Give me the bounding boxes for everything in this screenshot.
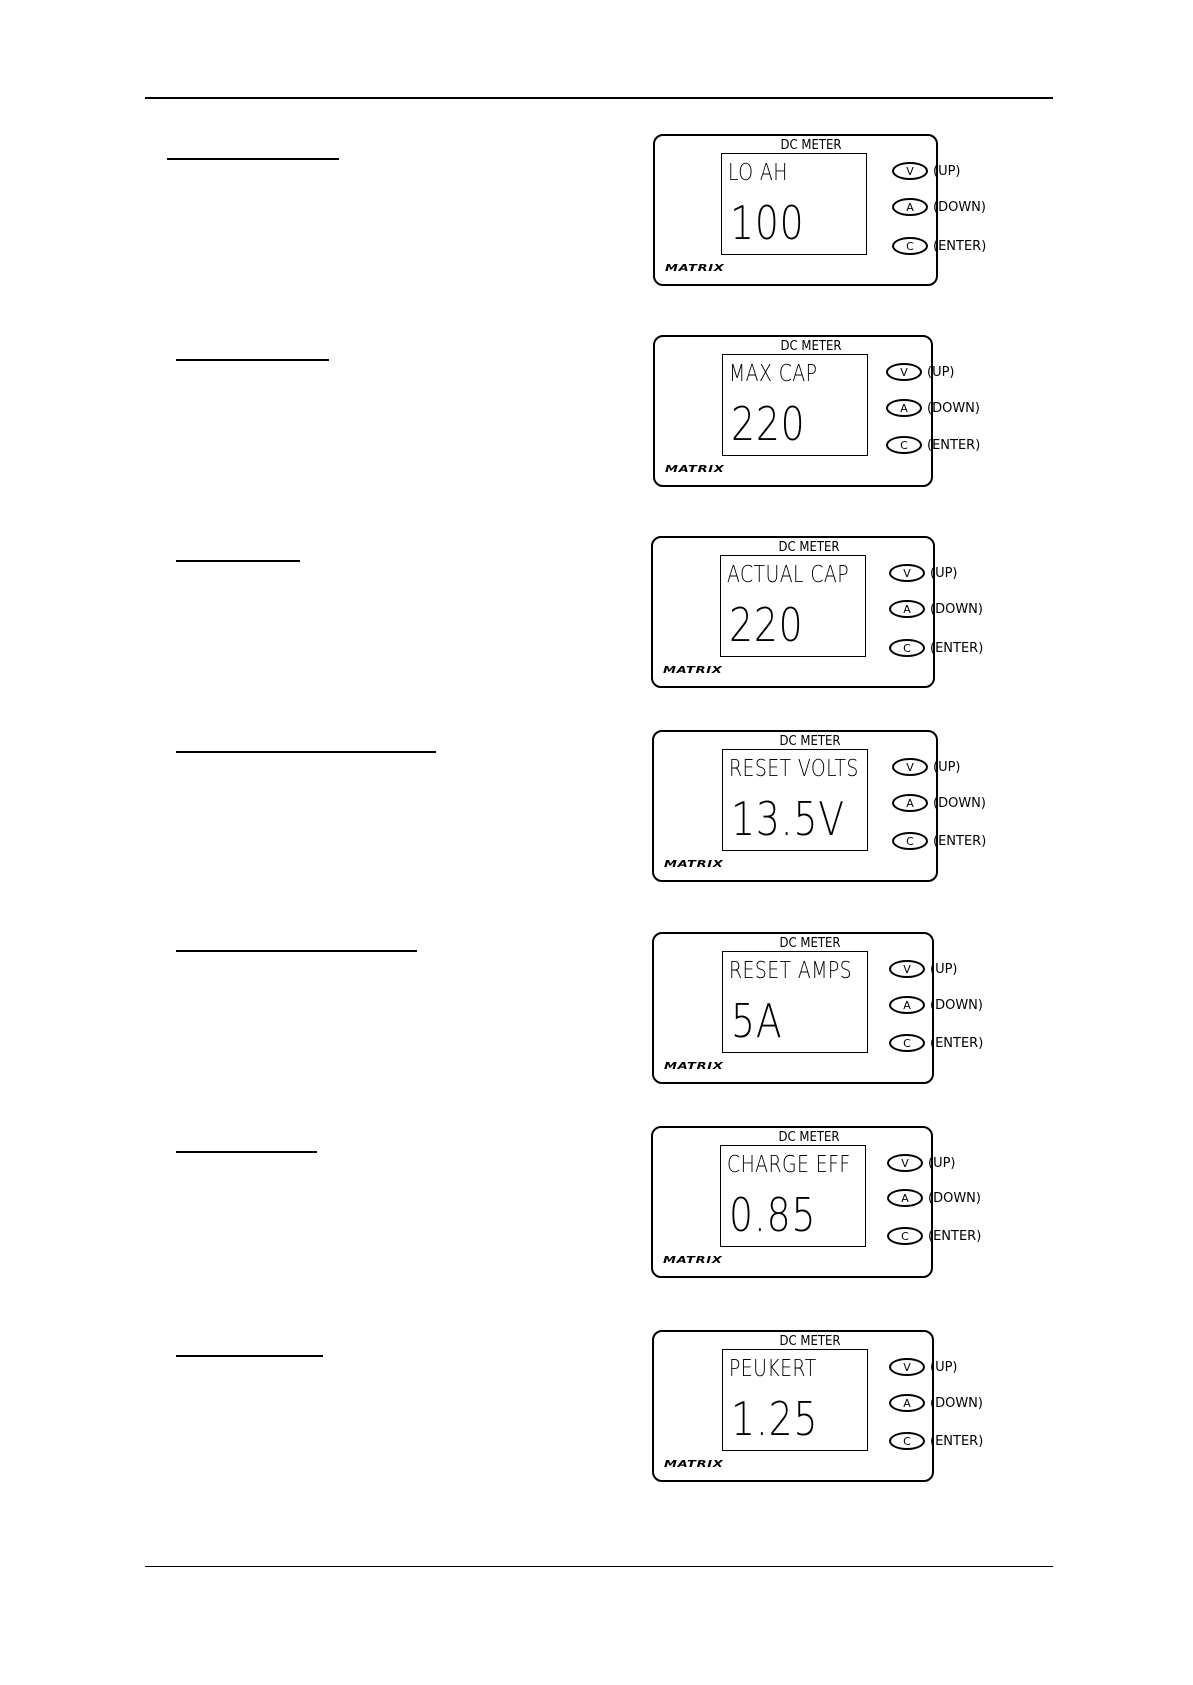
button-caption: (UP) bbox=[930, 565, 958, 581]
v-button[interactable]: V bbox=[889, 960, 925, 978]
c-button[interactable]: C bbox=[889, 1432, 925, 1450]
meter-title: DC METER bbox=[779, 1334, 841, 1349]
button-caption: (ENTER) bbox=[927, 437, 981, 453]
brand-logo: MATRIX bbox=[663, 1255, 723, 1266]
button-caption: (UP) bbox=[930, 1359, 958, 1375]
up-button-row bbox=[887, 1152, 956, 1174]
v-button[interactable]: V bbox=[892, 162, 928, 180]
a-button[interactable]: A bbox=[889, 1394, 925, 1412]
display-value: 13.5V bbox=[731, 792, 845, 846]
display-label: PEUKERT bbox=[729, 1356, 817, 1382]
up-button-row bbox=[889, 562, 958, 584]
meter-title: DC METER bbox=[779, 734, 841, 749]
v-button[interactable]: V bbox=[892, 758, 928, 776]
up-button-row bbox=[889, 958, 958, 980]
brand-logo: MATRIX bbox=[665, 464, 725, 475]
meter-display bbox=[722, 354, 868, 456]
v-button[interactable]: V bbox=[887, 1154, 923, 1172]
v-button[interactable]: V bbox=[886, 363, 922, 381]
button-caption: (DOWN) bbox=[927, 400, 980, 416]
button-caption: (ENTER) bbox=[933, 238, 987, 254]
button-caption: (ENTER) bbox=[930, 640, 984, 656]
down-button-row bbox=[892, 792, 986, 814]
meter-display bbox=[722, 749, 868, 851]
section-heading-underline bbox=[176, 751, 436, 753]
button-caption: (DOWN) bbox=[930, 601, 983, 617]
button-caption: (DOWN) bbox=[930, 1395, 983, 1411]
enter-button-row bbox=[889, 1032, 983, 1054]
header-rule bbox=[145, 97, 1053, 99]
meter-display bbox=[722, 951, 868, 1053]
section-heading-underline bbox=[176, 1151, 317, 1153]
display-label: ACTUAL CAP bbox=[727, 562, 850, 588]
c-button[interactable]: C bbox=[892, 237, 928, 255]
button-caption: (UP) bbox=[927, 364, 955, 380]
meter-title: DC METER bbox=[778, 540, 840, 555]
button-caption: (ENTER) bbox=[930, 1035, 984, 1051]
button-caption: (UP) bbox=[933, 759, 961, 775]
display-value: 100 bbox=[730, 196, 805, 250]
down-button-row bbox=[889, 1392, 983, 1414]
section-heading-underline bbox=[176, 359, 329, 361]
c-button[interactable]: C bbox=[892, 832, 928, 850]
meter-display bbox=[721, 153, 867, 255]
brand-logo: MATRIX bbox=[664, 1061, 724, 1072]
meter-title: DC METER bbox=[780, 138, 842, 153]
c-button[interactable]: C bbox=[889, 1034, 925, 1052]
a-button[interactable]: A bbox=[892, 198, 928, 216]
a-button[interactable]: A bbox=[889, 996, 925, 1014]
down-button-row bbox=[889, 994, 983, 1016]
display-value: 220 bbox=[729, 598, 804, 652]
enter-button-row bbox=[887, 1225, 981, 1247]
v-button[interactable]: V bbox=[889, 1358, 925, 1376]
c-button[interactable]: C bbox=[889, 639, 925, 657]
display-value: 0.85 bbox=[729, 1188, 817, 1242]
section-heading-underline bbox=[176, 560, 300, 562]
a-button[interactable]: A bbox=[886, 399, 922, 417]
brand-logo: MATRIX bbox=[664, 1459, 724, 1470]
display-label: LO AH bbox=[728, 160, 788, 186]
a-button[interactable]: A bbox=[892, 794, 928, 812]
enter-button-row bbox=[889, 637, 983, 659]
button-caption: (DOWN) bbox=[933, 199, 986, 215]
a-button[interactable]: A bbox=[887, 1189, 923, 1207]
display-label: CHARGE EFF bbox=[727, 1152, 851, 1178]
enter-button-row bbox=[889, 1430, 983, 1452]
display-value: 220 bbox=[731, 397, 806, 451]
button-caption: (ENTER) bbox=[933, 833, 987, 849]
section-heading-underline bbox=[176, 950, 417, 952]
down-button-row bbox=[889, 598, 983, 620]
meter-display bbox=[720, 1145, 866, 1247]
up-button-row bbox=[889, 1356, 958, 1378]
display-label: RESET VOLTS bbox=[729, 756, 859, 782]
v-button[interactable]: V bbox=[889, 564, 925, 582]
section-heading-underline bbox=[167, 158, 339, 160]
display-label: RESET AMPS bbox=[729, 958, 853, 984]
button-caption: (UP) bbox=[928, 1155, 956, 1171]
meter-title: DC METER bbox=[779, 936, 841, 951]
a-button[interactable]: A bbox=[889, 600, 925, 618]
footer-rule bbox=[145, 1566, 1053, 1567]
down-button-row bbox=[892, 196, 986, 218]
section-heading-underline bbox=[176, 1355, 323, 1357]
brand-logo: MATRIX bbox=[663, 665, 723, 676]
button-caption: (ENTER) bbox=[928, 1228, 982, 1244]
c-button[interactable]: C bbox=[887, 1227, 923, 1245]
button-caption: (ENTER) bbox=[930, 1433, 984, 1449]
display-label: MAX CAP bbox=[729, 361, 818, 387]
meter-title: DC METER bbox=[778, 1130, 840, 1145]
meter-display bbox=[720, 555, 866, 657]
down-button-row bbox=[887, 1187, 981, 1209]
enter-button-row bbox=[886, 434, 980, 456]
enter-button-row bbox=[892, 830, 986, 852]
up-button-row bbox=[892, 756, 961, 778]
display-value: 1.25 bbox=[731, 1392, 819, 1446]
enter-button-row bbox=[892, 235, 986, 257]
up-button-row bbox=[886, 361, 955, 383]
button-caption: (UP) bbox=[933, 163, 961, 179]
button-caption: (DOWN) bbox=[933, 795, 986, 811]
down-button-row bbox=[886, 397, 980, 419]
meter-display bbox=[722, 1349, 868, 1451]
c-button[interactable]: C bbox=[886, 436, 922, 454]
brand-logo: MATRIX bbox=[665, 263, 725, 274]
up-button-row bbox=[892, 160, 961, 182]
button-caption: (DOWN) bbox=[928, 1190, 981, 1206]
brand-logo: MATRIX bbox=[664, 859, 724, 870]
meter-title: DC METER bbox=[780, 339, 842, 354]
button-caption: (DOWN) bbox=[930, 997, 983, 1013]
button-caption: (UP) bbox=[930, 961, 958, 977]
display-value: 5A bbox=[731, 994, 783, 1048]
